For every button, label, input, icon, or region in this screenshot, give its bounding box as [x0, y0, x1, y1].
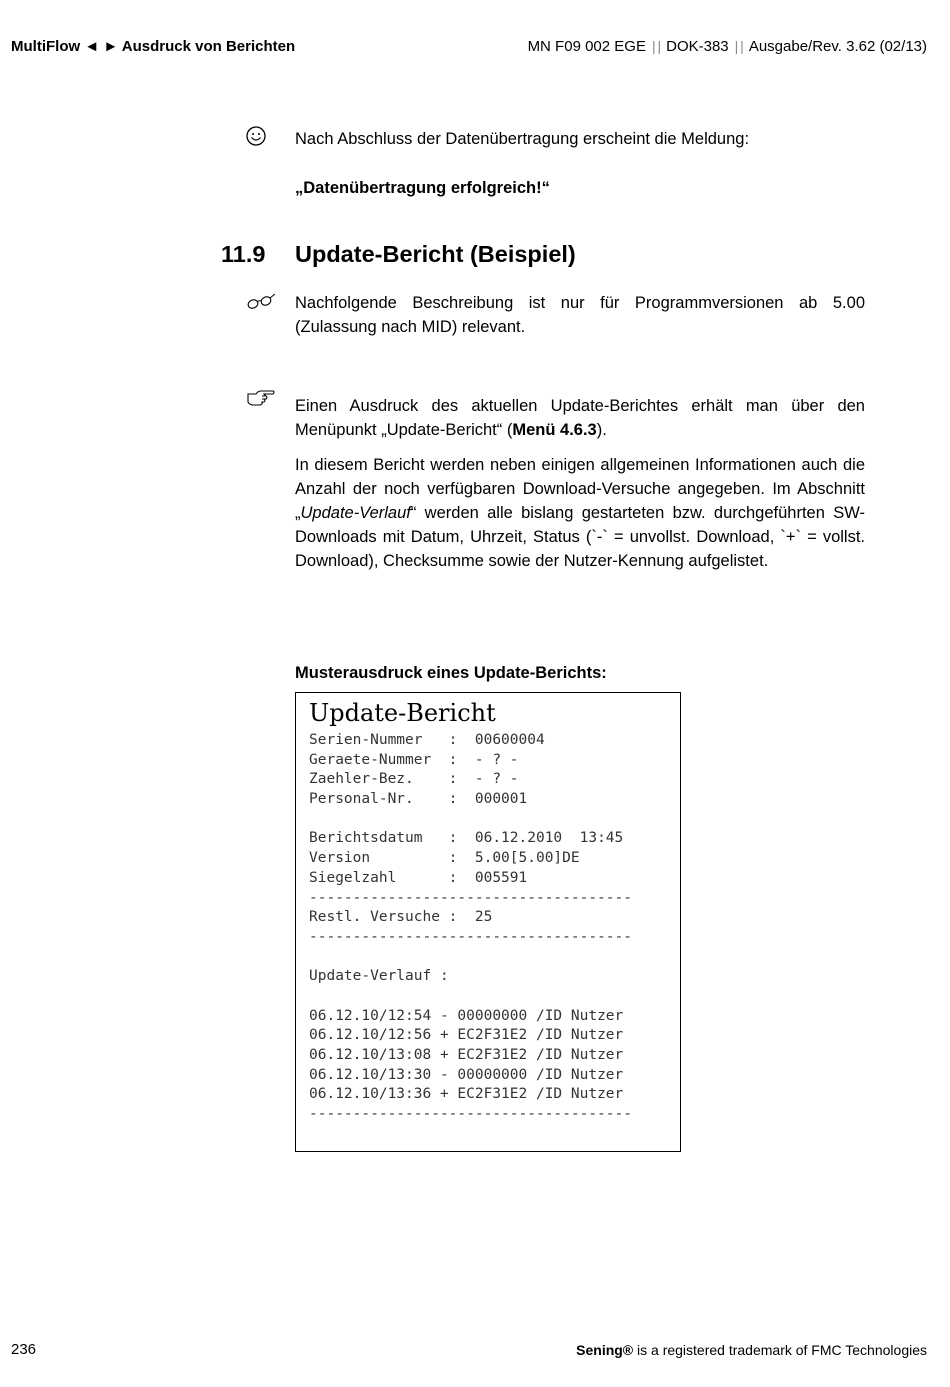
printout-line: Update-Verlauf :: [309, 968, 449, 985]
hint-text: Nachfolgende Beschreibung ist nur für Programmversionen ab 5.00 (Zulassung nach MID) relevant.: [295, 294, 865, 336]
printout-lines: [309, 731, 632, 1125]
body-text-a: In diesem Bericht werden neben einigen allgemeinen Informationen auch die Anzahl der noch verfügbaren Download-Versuche angegeben. Im Abschnitt „: [295, 456, 865, 522]
printout-line: Zaehler-Bez. : - ? -: [309, 771, 519, 788]
body-italic: Update-Verlauf: [300, 504, 411, 522]
printout-line: 06.12.10/13:36 + EC2F31E2 /ID Nutzer: [309, 1086, 624, 1103]
printout-title: Update-Bericht: [309, 699, 496, 727]
success-message: „Datenübertragung erfolgreich!“: [295, 179, 550, 197]
printout-line: -------------------------------------: [309, 889, 633, 906]
printout-line: Version : 5.00[5.00]DE: [309, 850, 580, 867]
header-doc-id: MN F09 002 EGE: [527, 38, 646, 55]
printout-line: Berichtsdatum : 06.12.2010 13:45: [309, 830, 624, 847]
footer-trademark: [576, 1342, 927, 1358]
page-number: 236: [11, 1341, 37, 1358]
printout-line: Geraete-Nummer : - ? -: [309, 751, 519, 768]
glasses-icon: [246, 292, 276, 316]
sample-heading: Musterausdruck eines Update-Berichts:: [295, 664, 607, 682]
menu-reference: Menü 4.6.3: [512, 421, 597, 439]
pointer-text: [295, 394, 865, 442]
printout-line: Siegelzahl : 005591: [309, 869, 528, 886]
printout-box: [295, 692, 681, 1152]
printout-line: Personal-Nr. : 000001: [309, 791, 528, 808]
header-title: MultiFlow ◄ ► Ausdruck von Berichten: [11, 38, 296, 55]
smiley-icon: [245, 125, 267, 151]
header-doc-info: MN F09 002 EGE | | DOK-383 | | Ausgabe/Rev. 3.62 (02/13): [527, 38, 927, 55]
pointing-hand-icon: [246, 388, 276, 412]
header-edition: Ausgabe/Rev. 3.62 (02/13): [748, 38, 927, 55]
header-dok: DOK-383: [666, 38, 729, 55]
printout-line: 06.12.10/12:56 + EC2F31E2 /ID Nutzer: [309, 1027, 624, 1044]
printout-line: [309, 810, 632, 830]
note-text: Nach Abschluss der Datenübertragung erscheint die Meldung:: [295, 130, 750, 148]
printout-line: [309, 987, 632, 1007]
footer-text: is a registered trademark of FMC Technologies: [633, 1342, 927, 1358]
footer-brand: Sening®: [576, 1342, 634, 1358]
printout-line: Restl. Versuche : 25: [309, 909, 493, 926]
printout-line: 06.12.10/13:08 + EC2F31E2 /ID Nutzer: [309, 1047, 624, 1063]
printout-line: Serien-Nummer : 00600004: [309, 732, 545, 748]
printout-line: 06.12.10/12:54 - 00000000 /ID Nutzer: [309, 1007, 624, 1024]
pointer-text-b: ).: [596, 421, 607, 439]
body-text-b: “ werden alle bislang gestarteten bzw. durchgeführten SW-Downloads mit Datum, Uhrzeit, Status (`-` = unvollst. Download, `+` = vollst. Download), Checksumme sowie der Nutzer-Kennung aufgelistet.: [295, 504, 865, 570]
section-title: Update-Bericht (Beispiel): [295, 241, 576, 267]
printout-line: -------------------------------------: [309, 928, 633, 945]
pointer-text-a: Einen Ausdruck des aktuellen Update-Berichtes erhält man über den Menüpunkt „Update-Bericht“ (: [295, 397, 865, 439]
printout-line: -------------------------------------: [309, 1106, 633, 1123]
body-paragraph: [295, 453, 865, 573]
printout-line: [309, 948, 632, 968]
section-number: 11.9: [221, 241, 266, 267]
printout-line: 06.12.10/13:30 - 00000000 /ID Nutzer: [309, 1066, 624, 1083]
